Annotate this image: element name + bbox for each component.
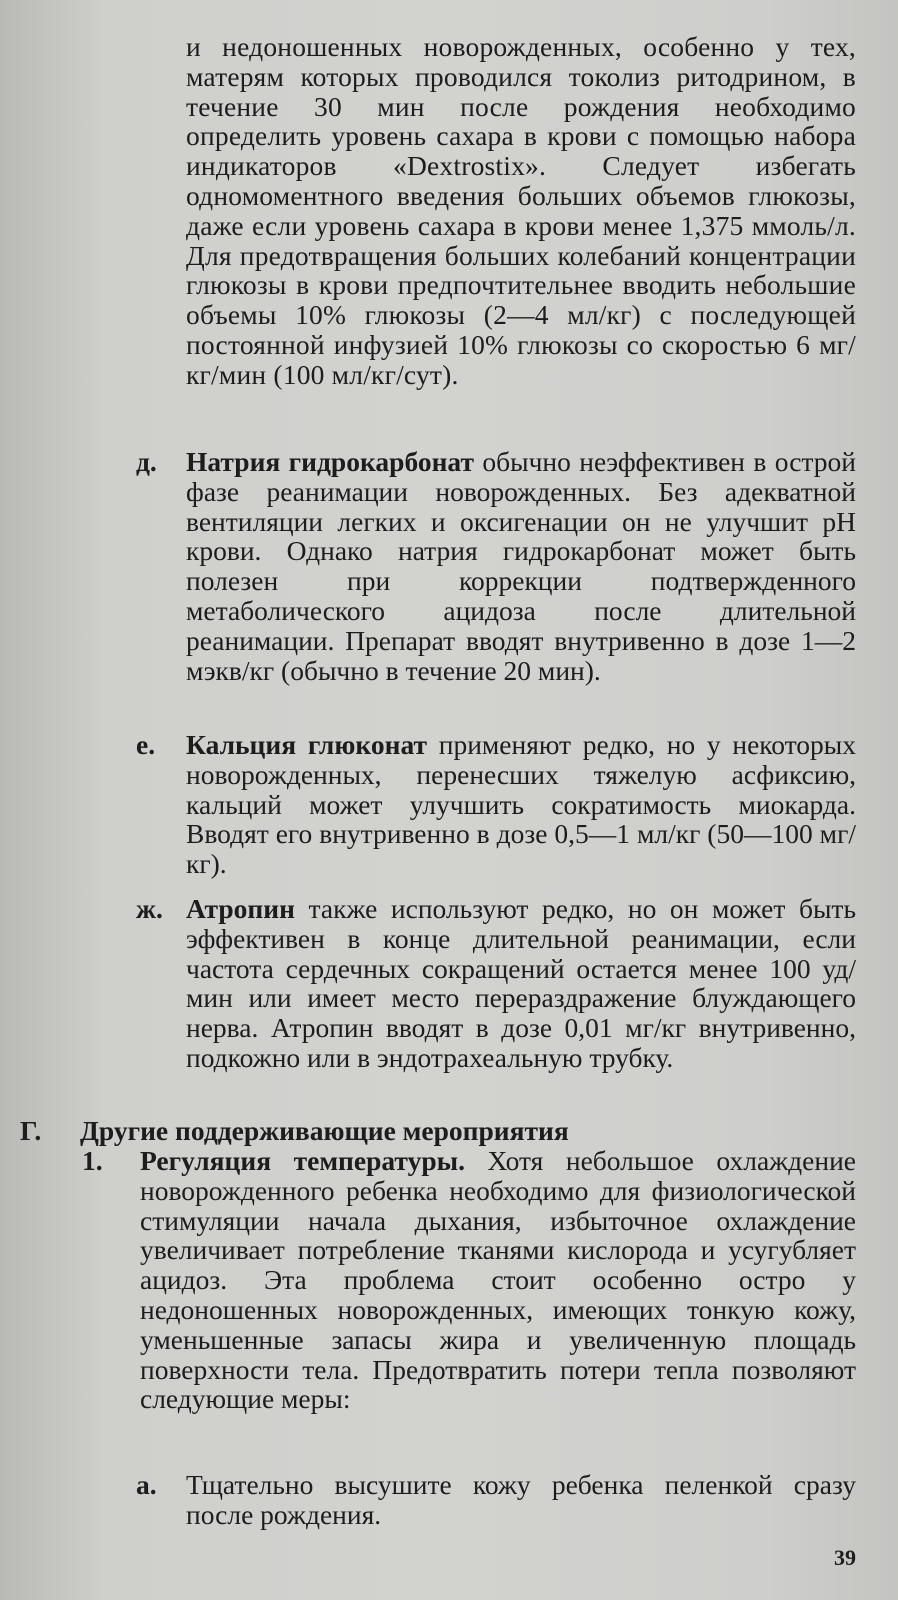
list-item-d	[136, 446, 856, 686]
item-text: Хотя небольшое охлаждение новорожденного ребенка необходимо для физиологической стимуляции начала дыхания, избыточное охлаждение увеличивает потребление тканями кислорода и усугубляет ацидоз. Эта проблема стоит особенно остро у недоношенных новорожденных, имеющих тонкую кожу, уменьшенные запасы жира и увеличенную площадь поверхности тела. Предотвратить потери тепла позволяют следующие меры:	[140, 1145, 856, 1415]
continuation-paragraph: и недоношенных новорожденных, особенно у тех, матерям которых проводился токолиз ритодрином, в течение 30 мин после рождения необходимо определить уровень сахара в крови с помощью набора индикаторов «Dextrostix». Следует избегать одномоментного введения больших объемов глюкозы, даже если уровень сахара в крови менее 1,375 ммоль/л. Для предотвращения больших колебаний концентрации глюкозы в крови предпочтительнее вводить небольшие объемы 10% глюкозы (2—4 мл/кг) с последующей постоянной инфузией 10% глюкозы со скоростью 6 мг/кг/мин (100 мл/кг/сут).	[186, 31, 856, 390]
item-text: также используют редко, но он может быть эффективен в конце длительной реанимации, если частота сердечных сокращений остается менее 100 уд/мин или имеет место перераздражение блуждающего нерва. Атропин вводят в дозе 0,01 мг/кг внутривенно, подкожно или в эндотрахеальную трубку.	[186, 893, 856, 1073]
list-item-zh	[136, 893, 856, 1073]
item-lead: Натрия гидрокарбонат	[186, 446, 474, 477]
sub-item-a	[136, 1469, 856, 1530]
list-marker: а.	[136, 1469, 157, 1500]
item-text: Тщательно высушите кожу ребенка пеленкой сразу после рождения.	[186, 1469, 856, 1530]
item-lead: Кальция глюконат	[186, 729, 427, 760]
numbered-item-1	[82, 1145, 856, 1415]
list-marker: е.	[136, 729, 156, 760]
item-lead: Атропин	[186, 893, 295, 924]
list-marker: д.	[136, 446, 157, 477]
list-marker: 1.	[82, 1145, 103, 1176]
section-letter: Г.	[20, 1115, 42, 1146]
section-title: Другие поддерживающие мероприятия	[80, 1115, 569, 1146]
item-lead: Регуляция температуры.	[140, 1145, 465, 1176]
item-text: применяют редко, но у некоторых новорожденных, перенесших тяжелую асфиксию, кальций может улучшить сократимость миокарда. Вводят его внутривенно в дозе 0,5—1 мл/кг (50—100 мг/кг).	[186, 729, 857, 880]
item-text: обычно неэффективен в острой фазе реанимации новорожденных. Без адекватной вентиляции легких и оксигенации он не улучшит pH крови. Однако натрия гидрокарбонат может быть полезен при коррекции подтвержденного метаболического ацидоза после длительной реанимации. Препарат вводят внутривенно в дозе 1—2 мэкв/кг (обычно в течение 20 мин).	[186, 446, 856, 686]
list-marker: ж.	[136, 893, 163, 924]
list-item-e	[136, 729, 857, 880]
page-number: 39	[834, 1545, 856, 1570]
